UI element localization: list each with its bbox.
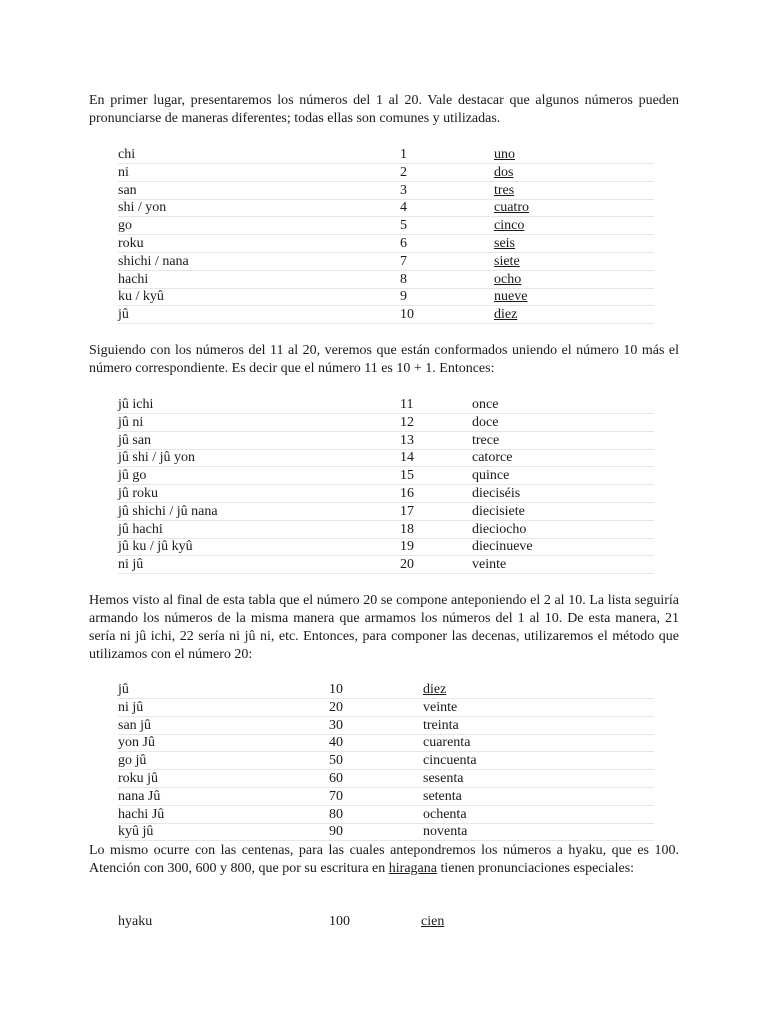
table-row: [118, 770, 654, 788]
number-value: 100: [329, 914, 350, 929]
number-value: 8: [400, 271, 407, 287]
number-value: 12: [400, 414, 414, 430]
spanish-word[interactable]: siete: [494, 253, 520, 269]
japanese-reading: jû hachi: [118, 521, 163, 537]
number-value: 18: [400, 521, 414, 537]
number-value: 60: [329, 771, 343, 786]
japanese-reading: yon Jû: [118, 735, 155, 751]
spanish-word: quince: [472, 468, 510, 484]
hiragana-link[interactable]: hiragana: [388, 861, 437, 876]
number-value: 10: [329, 682, 343, 697]
paragraph-11-to-20: Siguiendo con los números del 11 al 20, veremos que están conformados uniendo el número 10 más el número correspondiente. Es decir que el número 11 es 10 + 1. Entonces:: [89, 343, 679, 376]
japanese-reading: ni jû: [118, 699, 144, 715]
number-value: 15: [400, 468, 414, 484]
table-row: [118, 556, 654, 574]
japanese-reading: chi: [118, 147, 136, 162]
table-row: [118, 734, 654, 752]
japanese-reading: nana Jû: [118, 788, 161, 804]
japanese-reading: shi / yon: [118, 200, 167, 216]
paragraph-hundreds: [89, 842, 679, 878]
number-value: 40: [329, 735, 343, 751]
japanese-reading: roku jû: [118, 771, 159, 786]
table-row: [118, 432, 654, 450]
table-row: [118, 485, 654, 503]
number-value: 1: [400, 147, 407, 162]
japanese-reading: jû shi / jû yon: [118, 450, 196, 466]
spanish-word: treinta: [423, 717, 459, 733]
paragraph-hundreds-text-1: Lo mismo ocurre con las centenas, para las cuales antepondremos los números a hyaku, que es 100. Atención con 300, 600 y 800, que por su escritura en: [89, 843, 679, 876]
spanish-word[interactable]: seis: [494, 236, 515, 251]
japanese-reading: san: [118, 182, 137, 198]
spanish-word[interactable]: dos: [494, 164, 514, 180]
spanish-word: noventa: [423, 824, 468, 840]
table-row: [118, 681, 654, 699]
japanese-reading: hachi: [118, 271, 149, 287]
table-row: [118, 306, 654, 324]
table-row: [118, 217, 654, 235]
spanish-word[interactable]: diez: [494, 307, 518, 323]
spanish-word: dieciocho: [472, 521, 527, 537]
spanish-word[interactable]: cinco: [494, 218, 525, 234]
spanish-word[interactable]: nueve: [494, 289, 528, 305]
number-value: 80: [329, 806, 343, 822]
number-value: 17: [400, 503, 414, 519]
spanish-word[interactable]: tres: [494, 182, 515, 198]
number-value: 13: [400, 432, 414, 448]
table-row: [118, 717, 654, 735]
number-value: 20: [329, 699, 343, 715]
japanese-reading: hyaku: [118, 914, 153, 929]
spanish-word: ochenta: [423, 806, 467, 822]
table-row: [118, 538, 654, 556]
japanese-reading: roku: [118, 236, 144, 251]
table-row: [118, 199, 654, 217]
number-value: 90: [329, 824, 343, 840]
spanish-word[interactable]: cuatro: [494, 200, 529, 216]
spanish-word: setenta: [423, 788, 462, 804]
spanish-word[interactable]: cien: [421, 914, 445, 929]
japanese-reading: ni jû: [118, 557, 144, 573]
table-row: [118, 503, 654, 521]
japanese-reading: jû shichi / jû nana: [118, 503, 218, 519]
japanese-reading: shichi / nana: [118, 253, 189, 269]
table-row: [118, 913, 518, 931]
japanese-reading: ni: [118, 164, 129, 180]
number-value: 19: [400, 539, 414, 555]
paragraph-hundreds-text-2: tienen pronunciaciones especiales:: [436, 861, 635, 876]
table-row: [118, 146, 654, 164]
number-value: 7: [400, 253, 407, 269]
spanish-word: trece: [472, 432, 500, 448]
japanese-reading: jû go: [118, 468, 147, 484]
table-row: [118, 182, 654, 200]
number-value: 4: [400, 200, 407, 216]
japanese-reading: jû ichi: [118, 397, 154, 412]
japanese-reading: jû san: [118, 432, 152, 448]
japanese-reading: jû roku: [118, 486, 159, 501]
table-row: [118, 521, 654, 539]
table-row: [118, 752, 654, 770]
japanese-reading: hachi Jû: [118, 806, 165, 822]
spanish-word[interactable]: diez: [423, 682, 447, 697]
spanish-word[interactable]: ocho: [494, 271, 522, 287]
table-row: [118, 823, 654, 841]
number-value: 30: [329, 717, 343, 733]
japanese-reading: jû: [118, 307, 129, 323]
japanese-reading: ku / kyû: [118, 289, 164, 305]
number-value: 20: [400, 557, 414, 573]
spanish-word: veinte: [472, 557, 507, 573]
table-row: [118, 788, 654, 806]
spanish-word: diecisiete: [472, 503, 525, 519]
japanese-reading: jû ku / jû kyû: [118, 539, 193, 555]
spanish-word: veinte: [423, 699, 458, 715]
intro-paragraph: En primer lugar, presentaremos los números del 1 al 20. Vale destacar que algunos números pueden pronunciarse de maneras diferentes; todas ellas son comunes y utilizadas.: [89, 93, 679, 126]
japanese-reading: san jû: [118, 717, 152, 733]
spanish-word: doce: [472, 414, 499, 430]
table-row: [118, 271, 654, 289]
spanish-word: sesenta: [423, 771, 464, 786]
number-value: 5: [400, 218, 407, 234]
spanish-word: cuarenta: [423, 735, 471, 751]
spanish-word: catorce: [472, 450, 513, 466]
table-row: [118, 449, 654, 467]
table-row: [118, 414, 654, 432]
number-value: 14: [400, 450, 414, 466]
number-value: 70: [329, 788, 343, 804]
table-row: [118, 253, 654, 271]
table-row: [118, 806, 654, 824]
table-row: [118, 467, 654, 485]
table-row: [118, 396, 654, 414]
paragraph-decades: Hemos visto al final de esta tabla que el número 20 se compone anteponiendo el 2 al 10. La lista seguiría armando los números de la misma manera que armamos los números del 1 al 10. De esta manera, 21 sería ni jû ichi, 22 sería ni jû ni, etc. Entonces, para componer las decenas, utilizaremos el método que utilizamos con el número 20:: [89, 593, 679, 662]
spanish-word: diecinueve: [472, 539, 533, 555]
number-value: 2: [400, 164, 407, 180]
spanish-word: cincuenta: [423, 753, 477, 769]
number-value: 50: [329, 753, 343, 769]
table-row: [118, 699, 654, 717]
number-value: 16: [400, 486, 414, 501]
japanese-reading: go jû: [118, 753, 147, 769]
spanish-word: dieciséis: [472, 486, 521, 501]
japanese-reading: go: [118, 218, 132, 234]
spanish-word[interactable]: uno: [494, 147, 515, 162]
japanese-reading: jû: [118, 682, 129, 697]
number-value: 6: [400, 236, 407, 251]
japanese-reading: kyû jû: [118, 824, 154, 840]
table-row: [118, 164, 654, 182]
spanish-word: once: [472, 397, 499, 412]
number-value: 11: [400, 397, 414, 412]
number-value: 10: [400, 307, 414, 323]
table-row: [118, 288, 654, 306]
table-row: [118, 235, 654, 253]
number-value: 3: [400, 182, 407, 198]
japanese-reading: jû ni: [118, 414, 144, 430]
number-value: 9: [400, 289, 407, 305]
